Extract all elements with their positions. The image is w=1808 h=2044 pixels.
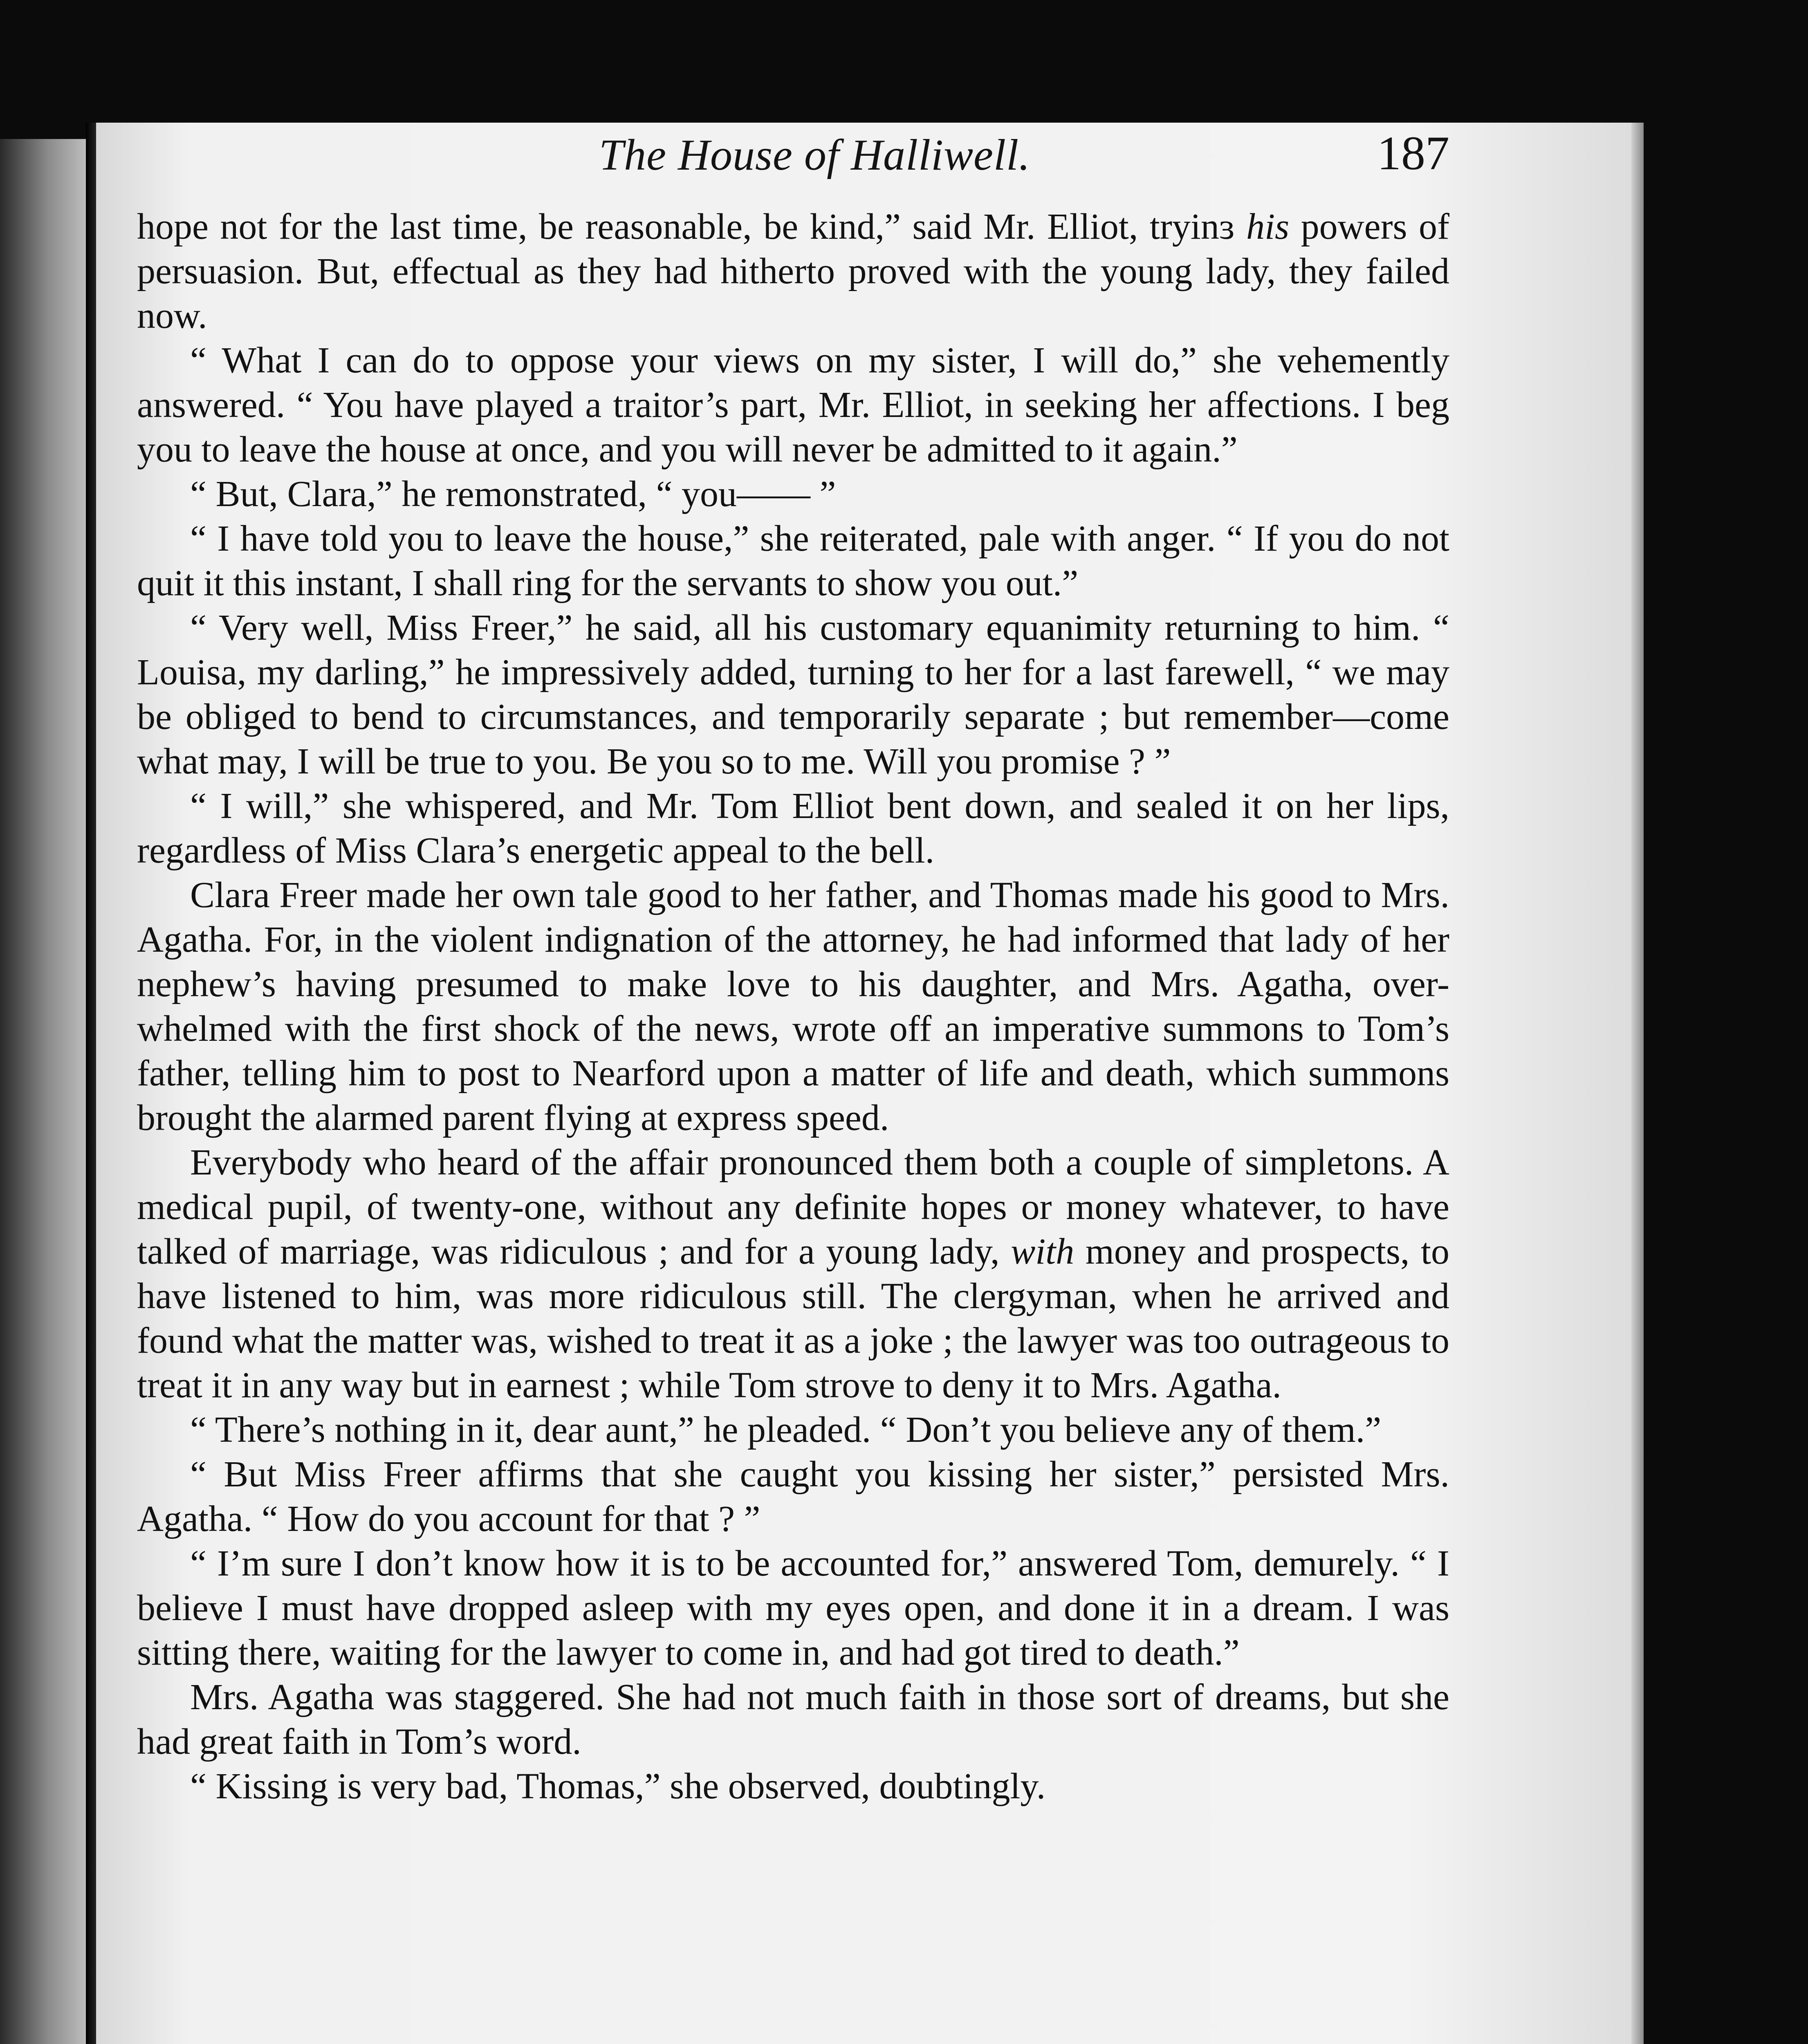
- italic-text: with: [1011, 1231, 1074, 1272]
- paragraph-text: “ I have told you to leave the house,” she reiterated, pale with anger. “ If you do not quit it this instant, I shall ring for the servants to show you out.”: [137, 518, 1449, 603]
- paragraph-text: money and prospects, to have listened to him, was more ridiculous still. The clergyman, when he arrived and found what the matter was, wished to treat it as a joke ; the lawyer was too outrageous to treat it in any way but in earnest ; while Tom strove to deny it to Mrs. Agatha.: [137, 1231, 1449, 1405]
- paragraph: [137, 472, 1449, 516]
- paragraph: [137, 605, 1449, 784]
- paragraph-text: hope not for the last time, be reasonable, be kind,” said Mr. Elliot, tryinɜ: [137, 206, 1247, 247]
- paragraph: [137, 1407, 1449, 1452]
- body-text: [137, 204, 1449, 1809]
- paragraph: [137, 204, 1449, 338]
- left-page-edge: [0, 139, 86, 2044]
- italic-text: his: [1246, 206, 1290, 247]
- running-head: [137, 119, 1449, 192]
- paragraph: [137, 1675, 1449, 1764]
- paragraph-text: “ Very well, Miss Freer,” he said, all his customary equanimity returning to him. “ Louisa, my darling,” he impressively added, turning to her for a last farewell, “ we may be obliged to bend to circumstances, and temporarily separate ; but remember—come what may, I will be true to you. Be you so to me. Will you promise ? ”: [137, 607, 1449, 782]
- page-number: 187: [1377, 126, 1449, 180]
- paragraph-text: Mrs. Agatha was staggered. She had not much faith in those sort of dreams, but she had great faith in Tom’s word.: [137, 1677, 1449, 1762]
- paragraph: [137, 338, 1449, 472]
- paragraph-text: “ What I can do to oppose your views on my sister, I will do,” she vehemently answered. “ You have played a traitor’s part, Mr. Elliot, in seeking her affections. I beg you to leave the house at once, and you will never be admitted to it again.”: [137, 340, 1449, 470]
- paragraph-text: “ Kissing is very bad, Thomas,” she observed, doubtingly.: [190, 1766, 1046, 1806]
- paragraph-text: “ I will,” she whispered, and Mr. Tom Elliot bent down, and sealed it on her lips, regardless of Miss Clara’s energetic appeal to the bell.: [137, 786, 1449, 871]
- paragraph-text: “ I’m sure I don’t know how it is to be accounted for,” answered Tom, demurely. “ I believe I must have dropped asleep with my eyes open, and done it in a dream. I was sitting there, waiting for the lawyer to come in, and had got tired to death.”: [137, 1543, 1449, 1673]
- paragraph: [137, 873, 1449, 1140]
- paragraph: [137, 516, 1449, 605]
- paragraph: [137, 1452, 1449, 1541]
- paragraph-text: “ But, Clara,” he remonstrated, “ you—— ”: [190, 474, 836, 514]
- paragraph-text: powers of persuasion. But, effectual as they had hitherto proved with the young lady, they failed now.: [137, 206, 1449, 336]
- paragraph: [137, 784, 1449, 873]
- page-fore-edge: [1631, 123, 1644, 2044]
- running-title: The House of Halliwell.: [599, 131, 1030, 179]
- paragraph-text: “ But Miss Freer affirms that she caught you kissing her sister,” persisted Mrs. Agatha. “ How do you account for that ? ”: [137, 1454, 1449, 1539]
- paragraph: [137, 1541, 1449, 1675]
- paragraph: [137, 1764, 1449, 1809]
- paragraph-text: “ There’s nothing in it, dear aunt,” he pleaded. “ Don’t you believe any of them.”: [190, 1410, 1382, 1450]
- paragraph-text: Everybody who heard of the affair pronounced them both a couple of simpletons. A medical pupil, of twenty-one, without any definite hopes or money whatever, to have talked of marriage, was ridiculous ; and for a young lady,: [137, 1142, 1449, 1272]
- paragraph-text: Clara Freer made her own tale good to her father, and Thomas made his good to Mrs. Agatha. For, in the violent indignation of the attorney, he had informed that lady of her nephew’s having presumed to make love to his daughter, and Mrs. Agatha, over-whelmed with the first shock of the news, wrote off an imperative summons to Tom’s father, telling him to post to Nearford upon a matter of life and death, which summons brought the alarmed parent flying at express speed.: [137, 875, 1449, 1138]
- paragraph: [137, 1140, 1449, 1407]
